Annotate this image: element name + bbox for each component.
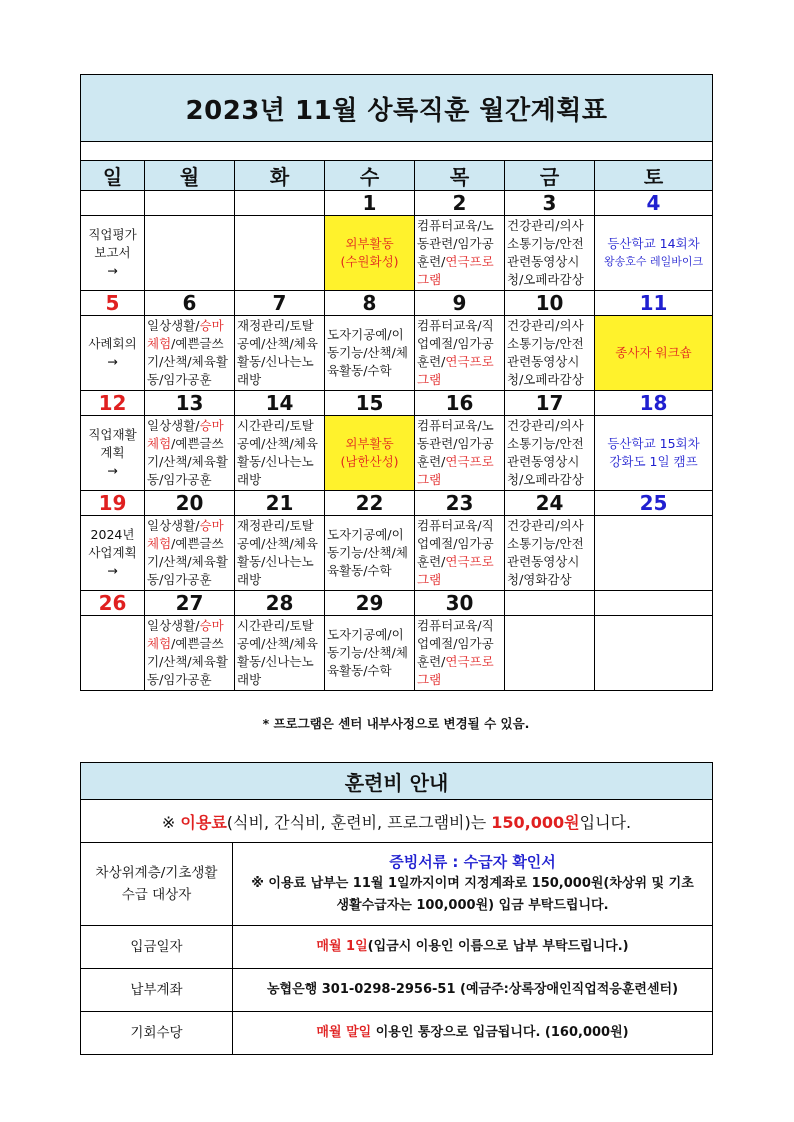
schedule-thu xyxy=(415,616,505,691)
schedule-text: 훈련/ xyxy=(417,554,446,569)
date-number: 23 xyxy=(415,491,505,516)
notice-amount: 150,000원 xyxy=(491,812,580,832)
schedule-text: 관련동영상시 xyxy=(507,454,580,469)
notice-prefix: ※ xyxy=(161,812,181,832)
weekly-note-line: 보고서 xyxy=(94,245,131,260)
date-row xyxy=(81,391,713,416)
schedule-thu xyxy=(415,416,505,491)
schedule-text: 관련동영상시 xyxy=(507,254,580,269)
weekly-note-line: 직업평가 xyxy=(88,227,137,242)
schedule-text: 활동/임가공훈 xyxy=(147,454,228,487)
weekly-note-line: 사업계획 xyxy=(88,545,137,560)
schedule-wed xyxy=(325,616,415,691)
schedule-text: 일상생활/ xyxy=(147,518,200,533)
schedule-text: 건강관리/의사 xyxy=(507,318,584,333)
date-number: 9 xyxy=(415,291,505,316)
date-number xyxy=(145,191,235,216)
fee-info-table xyxy=(80,762,713,1055)
schedule-text: 업예절/임가공 xyxy=(417,336,494,351)
schedule-sat xyxy=(595,616,713,691)
schedule-text: 재정관리/토탈 xyxy=(237,318,314,333)
date-number: 29 xyxy=(325,591,415,616)
schedule-thu xyxy=(415,316,505,391)
date-number: 14 xyxy=(235,391,325,416)
schedule-text: 동기능/산책/ xyxy=(327,345,396,360)
schedule-mon xyxy=(145,416,235,491)
weekly-note-line: → xyxy=(107,463,118,478)
schedule-fri xyxy=(505,516,595,591)
date-row xyxy=(81,191,713,216)
fee-notice xyxy=(81,800,713,843)
schedule-text: 건강관리/의사 xyxy=(507,218,584,233)
schedule-text: 노래방 xyxy=(237,454,314,487)
schedule-text: 육활동/신나는 xyxy=(237,436,318,469)
weekday-sat: 토 xyxy=(595,161,713,191)
allowance-text: 이용인 통장으로 입금됩니다. (160,000원) xyxy=(371,1025,629,1040)
schedule-mon xyxy=(145,216,235,291)
schedule-text: 노래방 xyxy=(237,354,314,387)
schedule-text: 동기능/산책/ xyxy=(327,545,396,560)
weekday-fri: 금 xyxy=(505,161,595,191)
schedule-text: 청/오페라감상 xyxy=(507,272,584,287)
calendar-note: * 프로그램은 센터 내부사정으로 변경될 수 있음. xyxy=(262,716,530,731)
date-row xyxy=(81,591,713,616)
schedule-text: 승마 xyxy=(199,418,224,433)
account-text: 농협은행 301-0298-2956-51 (예금주:상록장애인직업적응훈련센터) xyxy=(233,969,713,1012)
weekly-note xyxy=(81,216,145,291)
schedule-text: 그램 xyxy=(417,572,442,587)
date-row xyxy=(81,291,713,316)
schedule-mon xyxy=(145,316,235,391)
schedule-text: 동관련/임가공 xyxy=(417,236,494,251)
schedule-text: 도자기공예/이 xyxy=(327,527,404,542)
schedule-text: 재정관리/토탈 xyxy=(237,518,314,533)
weekly-note xyxy=(81,516,145,591)
schedule-row xyxy=(81,616,713,691)
schedule-mon xyxy=(145,616,235,691)
schedule-text: 공예/산책/체 xyxy=(237,536,306,551)
fee-label: 입금일자 xyxy=(81,926,233,969)
schedule-text: 육활동/신나는 xyxy=(237,536,318,569)
weekly-note-line: → xyxy=(107,354,118,369)
date-number: 7 xyxy=(235,291,325,316)
schedule-tue xyxy=(235,516,325,591)
notice-key: 이용료 xyxy=(180,812,227,832)
weekly-note-line: 사례회의 xyxy=(88,336,137,351)
fee-payment-note: ※ 이용료 납부는 11월 1일까지이며 지정계좌로 150,000원(차상위 및 기초 생활수급자는 100,000원) 입금 부탁드립니다. xyxy=(251,876,694,913)
weekly-note xyxy=(81,616,145,691)
schedule-tue xyxy=(235,416,325,491)
schedule-text: 일상생활/ xyxy=(147,418,200,433)
date-number: 17 xyxy=(505,391,595,416)
date-number: 19 xyxy=(81,491,145,516)
required-docs: 증빙서류 : 수급자 확인서 xyxy=(389,853,556,871)
schedule-text: 그램 xyxy=(417,672,442,687)
schedule-wed xyxy=(325,516,415,591)
schedule-text: 체험 xyxy=(147,636,172,651)
date-number: 2 xyxy=(415,191,505,216)
schedule-sat xyxy=(595,516,713,591)
spacer-row xyxy=(81,142,713,161)
schedule-text: 건강관리/의사 xyxy=(507,518,584,533)
schedule-text: 승마 xyxy=(199,618,224,633)
schedule-text: 동관련/임가공 xyxy=(417,436,494,451)
schedule-text: 연극프로 xyxy=(445,454,494,469)
weekday-thu: 목 xyxy=(415,161,505,191)
date-number xyxy=(505,591,595,616)
schedule-text: 활동/임가공훈 xyxy=(147,554,228,587)
schedule-text: 활동/임가공훈 xyxy=(147,654,228,687)
schedule-row xyxy=(81,316,713,391)
schedule-text: 체육활동/수학 xyxy=(327,645,408,678)
weekday-mon: 월 xyxy=(145,161,235,191)
schedule-text: 공예/산책/체 xyxy=(237,636,306,651)
schedule-text: 컴퓨터교육/노 xyxy=(417,418,494,433)
schedule-wed xyxy=(325,316,415,391)
schedule-text: /예쁜글쓰 xyxy=(171,336,224,351)
event-line: 외부활동 xyxy=(345,436,394,451)
date-number: 11 xyxy=(595,291,713,316)
date-number: 13 xyxy=(145,391,235,416)
fee-row-recipients xyxy=(81,843,713,926)
schedule-text: 컴퓨터교육/직 xyxy=(417,518,494,533)
weekday-header xyxy=(81,161,713,191)
schedule-text: 체험 xyxy=(147,436,172,451)
weekday-wed: 수 xyxy=(325,161,415,191)
schedule-text: 승마 xyxy=(199,518,224,533)
schedule-sat xyxy=(595,416,713,491)
deposit-date-highlight: 매월 1일 xyxy=(316,939,368,954)
schedule-text: 공예/산책/체 xyxy=(237,336,306,351)
schedule-text: 동기능/산책/ xyxy=(327,645,396,660)
schedule-text: 기/산책/체육 xyxy=(147,354,216,369)
schedule-text: 기/산책/체육 xyxy=(147,454,216,469)
date-number xyxy=(81,191,145,216)
schedule-text: 공예/산책/체 xyxy=(237,436,306,451)
event-subline: 왕송호수 레일바이크 xyxy=(603,255,704,268)
date-number: 4 xyxy=(595,191,713,216)
schedule-tue xyxy=(235,216,325,291)
schedule-text: 컴퓨터교육/노 xyxy=(417,218,494,233)
date-number: 5 xyxy=(81,291,145,316)
date-number: 30 xyxy=(415,591,505,616)
date-number: 27 xyxy=(145,591,235,616)
schedule-sat xyxy=(595,216,713,291)
schedule-text: 소통기능/안전 xyxy=(507,436,584,451)
weekly-note-line: 2024년 xyxy=(90,527,135,542)
notice-middle: (식비, 간식비, 훈련비, 프로그램비)는 xyxy=(226,812,492,832)
event-line: 등산학교 15회차 xyxy=(607,436,700,451)
date-number: 10 xyxy=(505,291,595,316)
schedule-text: 일상생활/ xyxy=(147,318,200,333)
schedule-text: 연극프로 xyxy=(445,254,494,269)
schedule-text: 노래방 xyxy=(237,654,314,687)
schedule-text: 업예절/임가공 xyxy=(417,636,494,651)
event-line: 등산학교 14회차 xyxy=(607,236,700,251)
date-number xyxy=(235,191,325,216)
date-number: 22 xyxy=(325,491,415,516)
schedule-text: 시간관리/토탈 xyxy=(237,618,314,633)
fee-row-allowance xyxy=(81,1012,713,1055)
schedule-text: 연극프로 xyxy=(445,554,494,569)
schedule-text: 그램 xyxy=(417,272,442,287)
fee-label: 기회수당 xyxy=(81,1012,233,1055)
schedule-text: 체육활동/수학 xyxy=(327,545,408,578)
calendar-title: 2023년 11월 상록직훈 월간계획표 xyxy=(81,75,713,142)
fee-row-account xyxy=(81,969,713,1012)
schedule-text: 승마 xyxy=(199,318,224,333)
fee-title: 훈련비 안내 xyxy=(81,763,713,800)
schedule-wed xyxy=(325,216,415,291)
schedule-thu xyxy=(415,516,505,591)
schedule-text: 그램 xyxy=(417,472,442,487)
schedule-text: 훈련/ xyxy=(417,254,446,269)
date-row xyxy=(81,491,713,516)
deposit-date-text: (입금시 이용인 이름으로 납부 부탁드립니다.) xyxy=(367,939,629,954)
schedule-text: 컴퓨터교육/직 xyxy=(417,318,494,333)
schedule-row xyxy=(81,516,713,591)
schedule-thu xyxy=(415,216,505,291)
weekly-note xyxy=(81,316,145,391)
schedule-fri xyxy=(505,316,595,391)
schedule-fri xyxy=(505,416,595,491)
schedule-row xyxy=(81,416,713,491)
schedule-text: 도자기공예/이 xyxy=(327,327,404,342)
event-subline: (남한산성) xyxy=(340,454,399,469)
schedule-text: 시간관리/토탈 xyxy=(237,418,314,433)
schedule-text: 업예절/임가공 xyxy=(417,536,494,551)
schedule-text: 육활동/신나는 xyxy=(237,636,318,669)
date-number: 6 xyxy=(145,291,235,316)
schedule-row xyxy=(81,216,713,291)
event-line: 종사자 워크숍 xyxy=(615,345,692,360)
schedule-text: 소통기능/안전 xyxy=(507,236,584,251)
schedule-text: 소통기능/안전 xyxy=(507,336,584,351)
date-number: 15 xyxy=(325,391,415,416)
schedule-text: 연극프로 xyxy=(445,654,494,669)
date-number: 24 xyxy=(505,491,595,516)
fee-label: 납부계좌 xyxy=(81,969,233,1012)
schedule-sat xyxy=(595,316,713,391)
monthly-calendar xyxy=(80,74,713,691)
notice-suffix: 입니다. xyxy=(579,812,632,832)
schedule-text: 훈련/ xyxy=(417,354,446,369)
schedule-text: 청/영화감상 xyxy=(507,572,572,587)
schedule-tue xyxy=(235,316,325,391)
schedule-text: 기/산책/체육 xyxy=(147,554,216,569)
weekly-note xyxy=(81,416,145,491)
schedule-text: 청/오페라감상 xyxy=(507,472,584,487)
date-number: 25 xyxy=(595,491,713,516)
schedule-text: 노래방 xyxy=(237,554,314,587)
schedule-text: 관련동영상시 xyxy=(507,354,580,369)
schedule-text: 육활동/신나는 xyxy=(237,336,318,369)
weekly-note-line: 계획 xyxy=(100,445,125,460)
date-number: 18 xyxy=(595,391,713,416)
schedule-text: 체험 xyxy=(147,336,172,351)
schedule-text: 훈련/ xyxy=(417,454,446,469)
schedule-text: 체육활동/수학 xyxy=(327,345,408,378)
schedule-tue xyxy=(235,616,325,691)
schedule-text: 컴퓨터교육/직 xyxy=(417,618,494,633)
date-number: 12 xyxy=(81,391,145,416)
date-number: 28 xyxy=(235,591,325,616)
date-number: 3 xyxy=(505,191,595,216)
schedule-fri xyxy=(505,616,595,691)
schedule-text: 소통기능/안전 xyxy=(507,536,584,551)
schedule-fri xyxy=(505,216,595,291)
schedule-text: /예쁜글쓰 xyxy=(171,636,224,651)
schedule-text: 활동/임가공훈 xyxy=(147,354,228,387)
schedule-text: 기/산책/체육 xyxy=(147,654,216,669)
date-number: 26 xyxy=(81,591,145,616)
date-number xyxy=(595,591,713,616)
date-number: 8 xyxy=(325,291,415,316)
schedule-text: 체험 xyxy=(147,536,172,551)
event-subline: (수원화성) xyxy=(340,254,399,269)
date-number: 21 xyxy=(235,491,325,516)
weekly-note-line: → xyxy=(107,263,118,278)
schedule-text: 일상생활/ xyxy=(147,618,200,633)
event-line: 외부활동 xyxy=(345,236,394,251)
weekday-tue: 화 xyxy=(235,161,325,191)
date-number: 1 xyxy=(325,191,415,216)
fee-row-deposit-date xyxy=(81,926,713,969)
schedule-text: 관련동영상시 xyxy=(507,554,580,569)
schedule-wed xyxy=(325,416,415,491)
schedule-text: 청/오페라감상 xyxy=(507,372,584,387)
date-number: 20 xyxy=(145,491,235,516)
weekly-note-line: → xyxy=(107,563,118,578)
schedule-text: /예쁜글쓰 xyxy=(171,536,224,551)
schedule-text: /예쁜글쓰 xyxy=(171,436,224,451)
weekday-sun: 일 xyxy=(81,161,145,191)
schedule-text: 연극프로 xyxy=(445,354,494,369)
weekly-note-line: 직업재활 xyxy=(88,427,137,442)
schedule-text: 도자기공예/이 xyxy=(327,627,404,642)
allowance-highlight: 매월 말일 xyxy=(316,1025,372,1040)
schedule-text: 훈련/ xyxy=(417,654,446,669)
schedule-text: 건강관리/의사 xyxy=(507,418,584,433)
schedule-mon xyxy=(145,516,235,591)
event-subline: 강화도 1일 캠프 xyxy=(609,454,698,469)
schedule-text: 그램 xyxy=(417,372,442,387)
date-number: 16 xyxy=(415,391,505,416)
fee-label: 차상위계층/기초생활 수급 대상자 xyxy=(81,843,233,926)
